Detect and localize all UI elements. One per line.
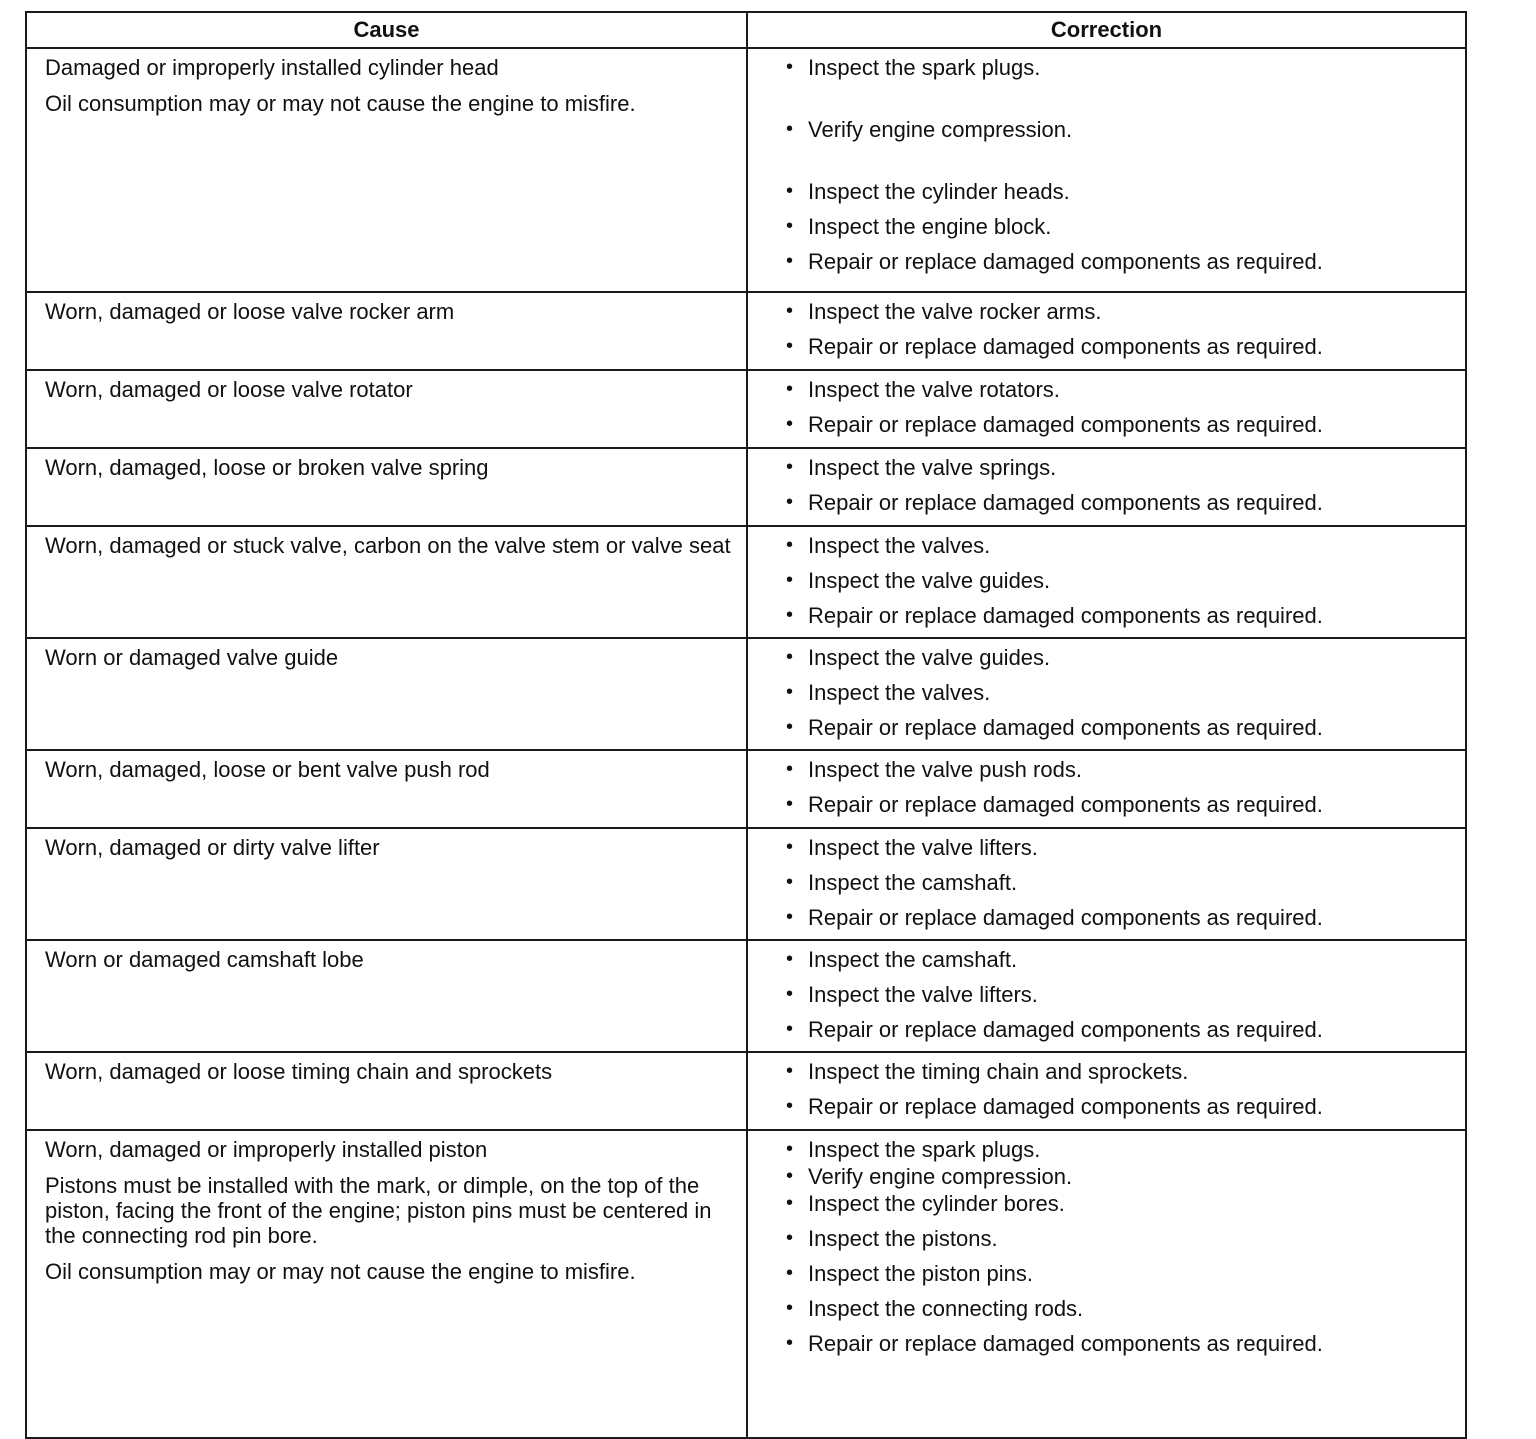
correction-cell	[747, 292, 1466, 370]
correction-cell	[747, 526, 1466, 638]
correction-item: • Inspect the connecting rods.	[786, 1296, 1455, 1321]
correction-item: • Verify engine compression.	[786, 117, 1455, 142]
cause-text: Worn, damaged or stuck valve, carbon on the valve stem or valve seat	[45, 533, 731, 558]
correction-item: • Repair or replace damaged components as required.	[786, 412, 1455, 437]
table-row	[26, 526, 1466, 638]
correction-list	[786, 947, 1455, 1042]
correction-item: • Inspect the valve push rods.	[786, 757, 1455, 782]
cause-note: Oil consumption may or may not cause the engine to misfire.	[45, 1259, 636, 1284]
correction-list	[786, 1059, 1455, 1119]
correction-cell	[747, 940, 1466, 1052]
correction-item: • Repair or replace damaged components as required.	[786, 715, 1455, 740]
cause-cell	[26, 828, 747, 940]
correction-cell	[747, 1052, 1466, 1130]
correction-item: • Inspect the valve springs.	[786, 455, 1455, 480]
header-cause: Cause	[26, 12, 747, 48]
cause-text: Worn, damaged or improperly installed piston	[45, 1137, 488, 1162]
correction-item: • Inspect the valve lifters.	[786, 835, 1455, 860]
correction-cell	[747, 1130, 1466, 1438]
table-row	[26, 1130, 1466, 1438]
correction-item: • Repair or replace damaged components as required.	[786, 490, 1455, 515]
correction-cell	[747, 48, 1466, 292]
cause-cell	[26, 1130, 747, 1438]
correction-list	[786, 455, 1455, 515]
correction-item: • Repair or replace damaged components as required.	[786, 249, 1455, 274]
correction-item: • Repair or replace damaged components as required.	[786, 334, 1455, 359]
correction-list	[786, 1137, 1455, 1356]
cause-text: Worn or damaged valve guide	[45, 645, 339, 670]
correction-item: • Repair or replace damaged components as required.	[786, 792, 1455, 817]
cause-text: Worn, damaged or loose valve rocker arm	[45, 299, 455, 324]
correction-item: • Repair or replace damaged components as required.	[786, 603, 1455, 628]
correction-list	[786, 835, 1455, 930]
table-row	[26, 1052, 1466, 1130]
correction-item: • Inspect the camshaft.	[786, 947, 1455, 972]
correction-item: • Inspect the cylinder heads.	[786, 179, 1455, 204]
correction-item: • Verify engine compression.	[786, 1164, 1455, 1189]
cause-cell	[26, 48, 747, 292]
cause-cell	[26, 292, 747, 370]
cause-text: Worn, damaged, loose or broken valve spring	[45, 455, 489, 480]
table-row	[26, 750, 1466, 828]
correction-item: • Inspect the valves.	[786, 680, 1455, 705]
correction-item: • Inspect the valve rotators.	[786, 377, 1455, 402]
table-row	[26, 292, 1466, 370]
correction-item: • Inspect the pistons.	[786, 1226, 1455, 1251]
correction-cell	[747, 828, 1466, 940]
correction-item: • Repair or replace damaged components as required.	[786, 1331, 1455, 1356]
correction-item: • Inspect the valve guides.	[786, 645, 1455, 670]
correction-item: • Inspect the engine block.	[786, 214, 1455, 239]
correction-cell	[747, 750, 1466, 828]
table-row	[26, 638, 1466, 750]
table-row	[26, 448, 1466, 526]
correction-list	[786, 757, 1455, 817]
table-row	[26, 48, 1466, 292]
correction-item: • Inspect the cylinder bores.	[786, 1191, 1455, 1216]
correction-item: • Inspect the valves.	[786, 533, 1455, 558]
cause-cell	[26, 370, 747, 448]
table-row	[26, 828, 1466, 940]
cause-note: Pistons must be installed with the mark, or dimple, on the top of the piston, facing the front of the engine; piston pins must be centered in the connecting rod pin bore.	[45, 1173, 712, 1248]
correction-item: • Inspect the valve guides.	[786, 568, 1455, 593]
correction-item: • Repair or replace damaged components as required.	[786, 905, 1455, 930]
table-row	[26, 370, 1466, 448]
correction-cell	[747, 448, 1466, 526]
correction-list	[786, 55, 1455, 274]
correction-item: • Repair or replace damaged components as required.	[786, 1094, 1455, 1119]
troubleshooting-table	[25, 11, 1467, 1439]
correction-item: • Inspect the timing chain and sprockets.	[786, 1059, 1455, 1084]
cause-text: Worn, damaged or loose valve rotator	[45, 377, 413, 402]
cause-text: Damaged or improperly installed cylinder head	[45, 55, 499, 80]
cause-text: Worn or damaged camshaft lobe	[45, 947, 364, 972]
cause-text: Worn, damaged or dirty valve lifter	[45, 835, 380, 860]
correction-item: • Inspect the valve rocker arms.	[786, 299, 1455, 324]
correction-item: • Inspect the spark plugs.	[786, 55, 1455, 80]
header-row	[26, 12, 1466, 48]
correction-list	[786, 299, 1455, 359]
cause-cell	[26, 638, 747, 750]
correction-item: • Inspect the camshaft.	[786, 870, 1455, 895]
correction-cell	[747, 370, 1466, 448]
cause-cell	[26, 448, 747, 526]
correction-item: • Inspect the piston pins.	[786, 1261, 1455, 1286]
header-correction: Correction	[747, 12, 1466, 48]
correction-item: • Inspect the spark plugs.	[786, 1137, 1455, 1162]
cause-text: Worn, damaged, loose or bent valve push rod	[45, 757, 490, 782]
cause-cell	[26, 940, 747, 1052]
correction-item: • Inspect the valve lifters.	[786, 982, 1455, 1007]
cause-cell	[26, 750, 747, 828]
table-row	[26, 940, 1466, 1052]
correction-item: • Repair or replace damaged components as required.	[786, 1017, 1455, 1042]
cause-note: Oil consumption may or may not cause the engine to misfire.	[45, 91, 636, 116]
cause-text: Worn, damaged or loose timing chain and sprockets	[45, 1059, 553, 1084]
cause-cell	[26, 1052, 747, 1130]
correction-list	[786, 377, 1455, 437]
correction-list	[786, 645, 1455, 740]
correction-list	[786, 533, 1455, 628]
correction-cell	[747, 638, 1466, 750]
cause-cell	[26, 526, 747, 638]
